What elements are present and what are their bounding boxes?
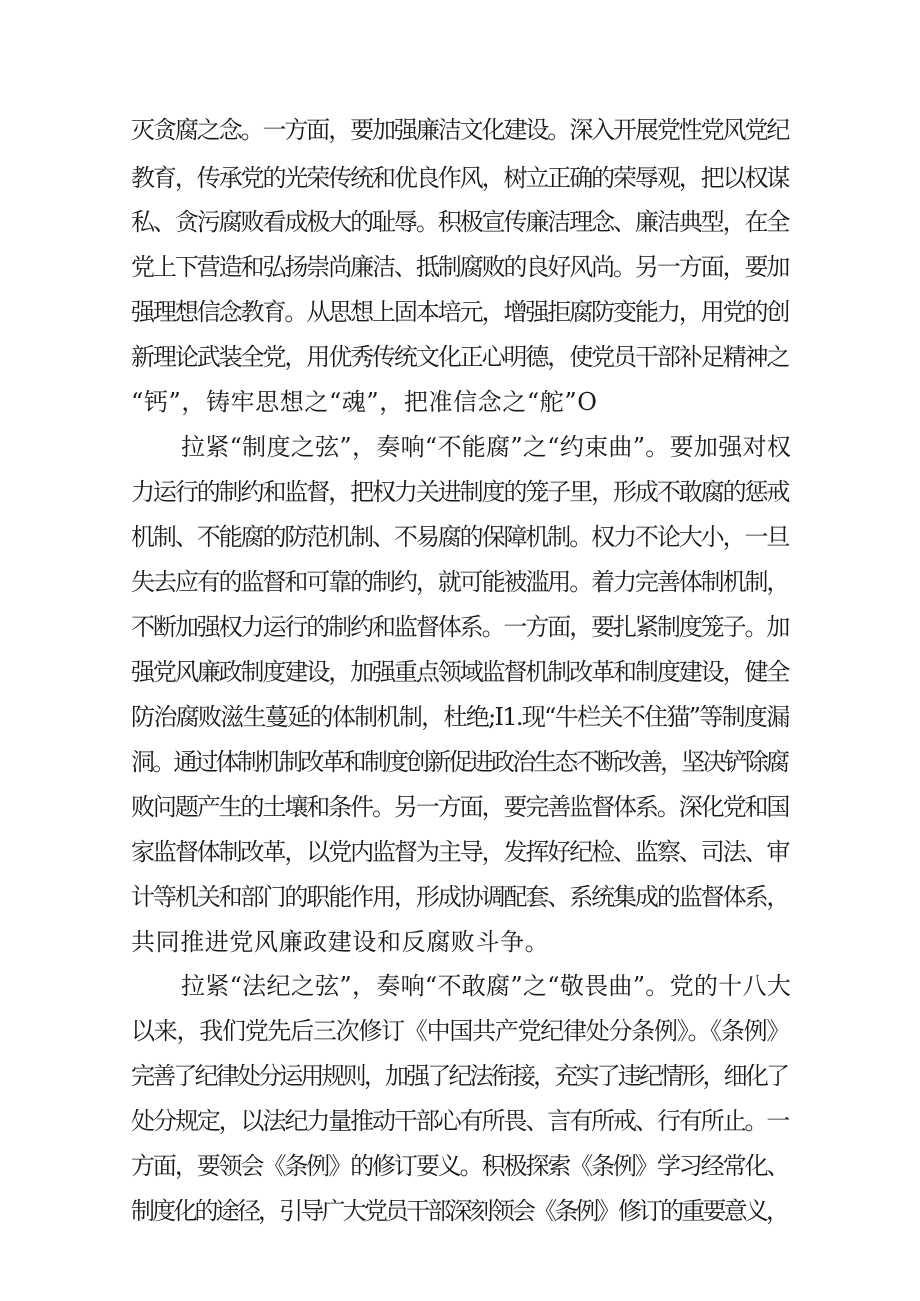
text-line: 败问题产生的土壤和条件。另一方面，要完善监督体系。深化党和国 — [131, 793, 789, 821]
text-line: 失去应有的监督和可靠的制约，就可能被滥用。着力完善体制机制， — [131, 568, 789, 596]
text-line: 方面，要领会《条例》的修订要义。积极探索《条例》学习经常化、 — [131, 1152, 789, 1180]
text-line: 强理想信念教育。从思想上固本培元，增强拒腐防变能力，用党的创 — [131, 298, 789, 326]
paragraph-start-line: 拉紧“法纪之弦”，奏响“不敢腐”之“敬畏曲”。党的十八大 — [181, 972, 792, 1000]
paragraph-start-line: 拉紧“制度之弦”，奏响“不能腐”之“约束曲”。要加强对权 — [181, 433, 792, 461]
text-line: 完善了纪律处分运用规则，加强了纪法衔接，充实了违纪情形，细化了 — [131, 1062, 788, 1090]
text-line: 家监督体制改革，以党内监督为主导，发挥好纪检、监察、司法、审 — [131, 838, 789, 866]
text-line: “钙”，铸牢思想之“魂”，把准信念之“舵”O — [131, 388, 598, 416]
text-line: 处分规定，以法纪力量推动干部心有所畏、言有所戒、行有所止。一 — [131, 1107, 789, 1135]
text-line: 私、贪污腐败看成极大的耻辱。积极宣传廉洁理念、廉洁典型，在全 — [131, 208, 789, 236]
text-line: 以来，我们党先后三次修订《中国共产党纪律处分条例》。《条例》 — [131, 1017, 790, 1045]
text-line: 制度化的途径，引导广大党员干部深刻领会《条例》修订的重要意义， — [131, 1197, 788, 1225]
text-line: 计等机关和部门的职能作用，形成协调配套、系统集成的监督体系， — [131, 883, 789, 911]
text-line: 力运行的制约和监督，把权力关进制度的笼子里，形成不敢腐的惩戒 — [131, 478, 789, 506]
text-line: 机制、不能腐的防范机制、不易腐的保障机制。权力不论大小，一旦 — [131, 523, 789, 551]
text-line: 新理论武装全党，用优秀传统文化正心明德，使党员干部补足精神之 — [131, 343, 789, 371]
text-line: 强党风廉政制度建设，加强重点领域监督机制改革和制度建设，健全 — [131, 658, 789, 686]
text-line: 洞。通过体制机制改革和制度创新促进政治生态不断改善，坚决铲除腐 — [131, 748, 788, 776]
text-line: 共同推进党风廉政建设和反腐败斗争。 — [131, 928, 550, 956]
text-line: 灭贪腐之念。一方面，要加强廉洁文化建设。深入开展党性党风党纪 — [131, 116, 789, 144]
text-line: 不断加强权力运行的制约和监督体系。一方面，要扎紧制度笼子。加 — [131, 613, 789, 641]
text-line: 党上下营造和弘扬崇尚廉洁、抵制腐败的良好风尚。另一方面，要加 — [131, 253, 789, 281]
text-line: 防治腐败滋生蔓延的体制机制，杜绝;I1.现“牛栏关不住猫”等制度漏 — [131, 703, 789, 731]
text-line: 教育，传承党的光荣传统和优良作风，树立正确的荣辱观，把以权谋 — [131, 164, 789, 192]
